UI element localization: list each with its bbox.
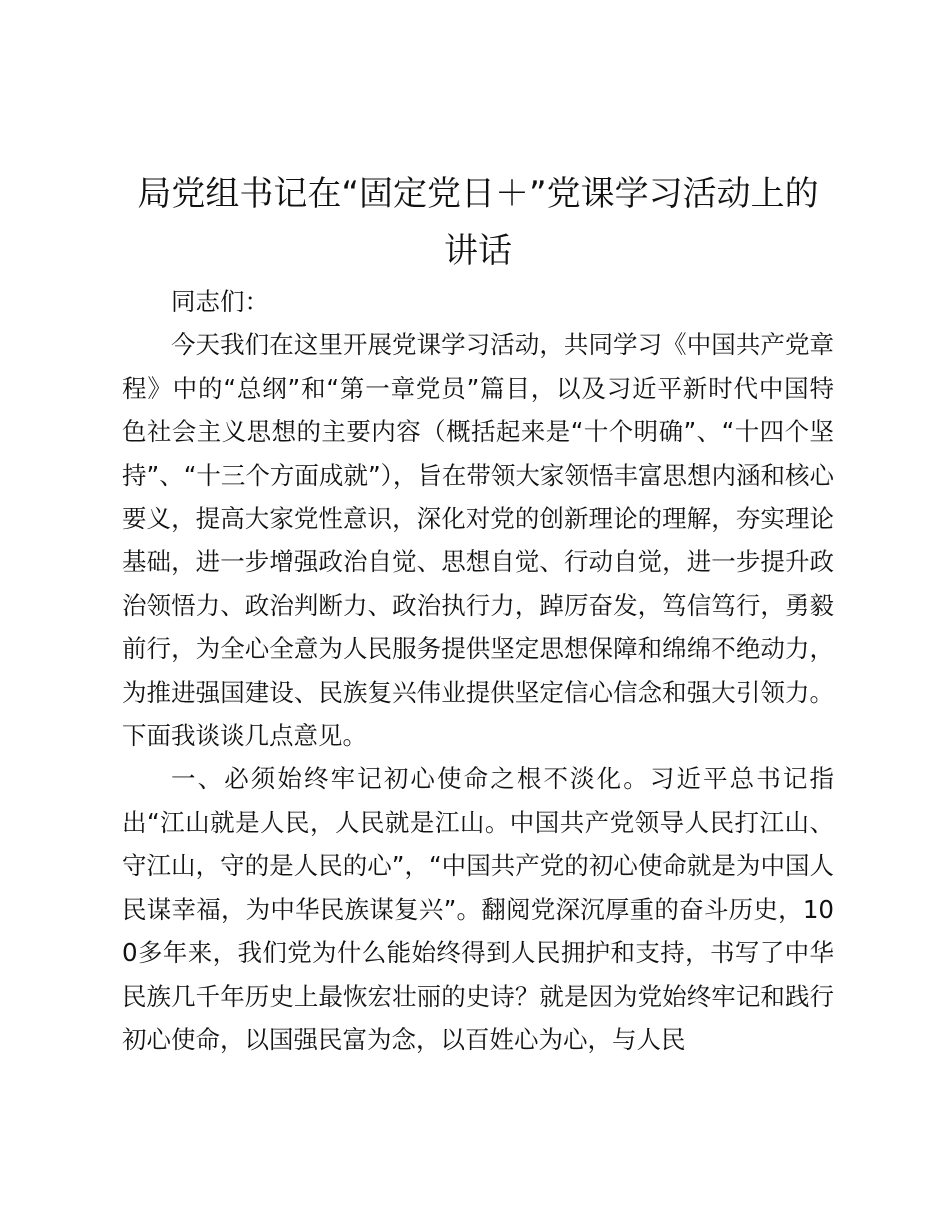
document-title: 局党组书记在“固定党日＋”党课学习活动上的讲话 (137, 174, 819, 271)
document-body (122, 280, 834, 1061)
paragraph-intro: 今天我们在这里开展党课学习活动，共同学习《中国共产党章程》中的“总纲”和“第一章党员”篇目，以及习近平新时代中国特色社会主义思想的主要内容（概括起来是“十个明确”、“十四个坚持”、“十三个方面成就”），旨在带领大家领悟丰富思想内涵和核心要义，提高大家党性意识，深化对党的创新理论的理解，夯实理论基础，进一步增强政治自觉、思想自觉、行动自觉，进一步提升政治领悟力、政治判断力、政治执行力，踔厉奋发，笃信笃行，勇毅前行，为全心全意为人民服务提供坚定思想保障和绵绵不绝动力，为推进强国建设、民族复兴伟业提供坚定信心信念和强大引领力。下面我谈谈几点意见。 (122, 330, 834, 751)
paragraph-section-one: 一、必须始终牢记初心使命之根不淡化。习近平总书记指出“江山就是人民，人民就是江山。中国共产党领导人民打江山、守江山，守的是人民的心”，“中国共产党的初心使命就是为中国人民谋幸福，为中华民族谋复兴”。翻阅党深沉厚重的奋斗历史，100多年来，我们党为什么能始终得到人民拥护和支持，书写了中华民族几千年历史上最恢宏壮丽的史诗？就是因为党始终牢记和践行初心使命，以国强民富为念，以百姓心为心，与人民 (122, 764, 834, 1054)
salutation: 同志们： (171, 287, 269, 316)
